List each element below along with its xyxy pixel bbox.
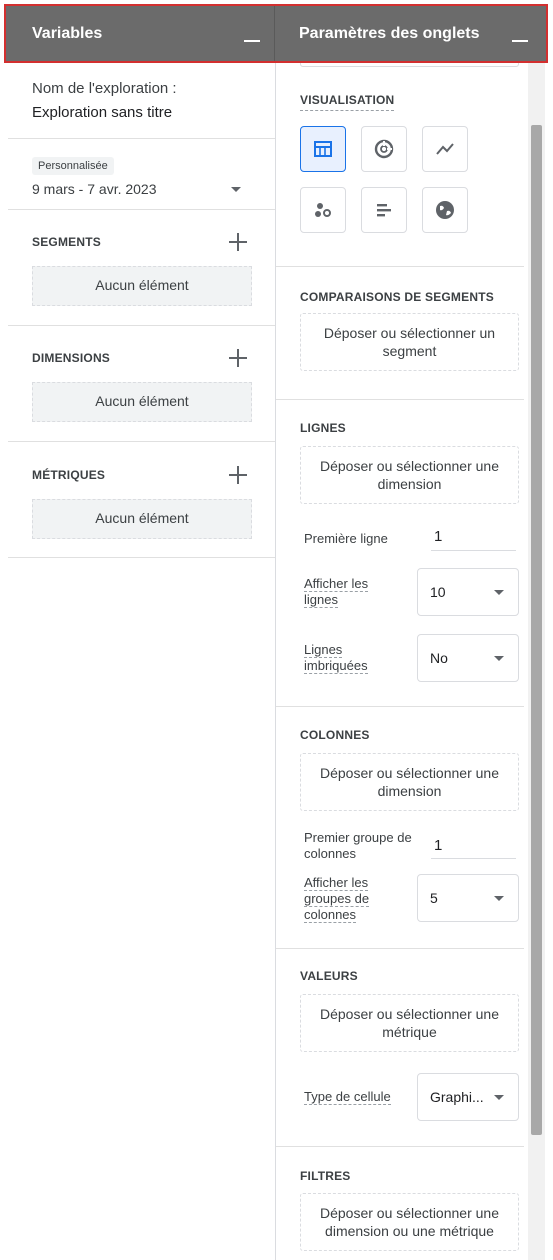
segment-comparisons-title: COMPARAISONS DE SEGMENTS [300,290,494,304]
visualization-section [276,63,524,267]
values-drop-zone[interactable]: Déposer ou sélectionner une métrique [300,994,519,1052]
show-col-groups-select[interactable] [417,874,519,922]
dimensions-empty-box[interactable]: Aucun élément [32,382,252,422]
add-metric-plus-icon[interactable] [229,466,247,484]
cell-type-label-text: Type de cellule [304,1089,391,1104]
filters-title: FILTRES [300,1169,351,1183]
chevron-down-icon [494,896,504,901]
table-icon [313,139,333,159]
metrics-title: MÉTRIQUES [32,468,106,482]
show-col-groups-label-text: Afficher les groupes de colonnes [304,875,370,922]
show-col-groups-value: 5 [430,890,438,906]
scatter-viz-button[interactable] [300,187,346,233]
show-rows-label-text: Afficher les lignes [304,576,369,607]
scrollbar-thumb[interactable] [531,125,542,1135]
variables-panel [8,63,276,1260]
first-col-group-input[interactable]: 1 [431,831,516,859]
minimize-icon[interactable] [244,40,260,42]
cell-type-select[interactable] [417,1073,519,1121]
date-range-section[interactable] [8,139,275,210]
line-viz-button[interactable] [422,126,468,172]
show-rows-label [304,576,384,608]
tab-settings-header [275,6,546,61]
first-col-group-label: Premier groupe de colonnes [304,830,412,861]
table-viz-button[interactable] [300,126,346,172]
add-segment-plus-icon[interactable] [229,233,247,251]
bar-viz-button[interactable] [361,187,407,233]
columns-drop-zone[interactable]: Déposer ou sélectionner une dimension [300,753,519,811]
values-title: VALEURS [300,969,358,983]
nested-rows-label-text: Lignes imbriquées [304,642,368,673]
cell-type-label [304,1089,391,1105]
line-chart-icon [434,138,456,160]
tab-settings-title: Paramètres des onglets [299,24,480,42]
filters-section [276,1147,524,1260]
geo-viz-button[interactable] [422,187,468,233]
nested-rows-value: No [430,650,448,666]
metrics-section [8,442,275,558]
segments-title: SEGMENTS [32,235,101,249]
chevron-down-icon [494,1095,504,1100]
dimensions-section [8,326,275,442]
segments-section [8,210,275,326]
date-range-value[interactable]: 9 mars - 7 avr. 2023 [32,181,157,197]
columns-section [276,707,524,949]
visualization-title: VISUALISATION [300,93,394,111]
exploration-name-input[interactable]: Exploration sans titre [32,104,173,121]
show-rows-value: 10 [430,584,446,600]
values-section [276,949,524,1147]
tab-settings-panel [276,63,528,1260]
columns-title: COLONNES [300,728,370,742]
scatter-plot-icon [312,199,334,221]
segments-empty-box[interactable]: Aucun élément [32,266,252,306]
segment-comparisons-section [276,267,524,400]
chevron-down-icon [494,590,504,595]
variables-title: Variables [32,24,103,42]
first-row-input[interactable]: 1 [431,523,516,551]
rows-title: LIGNES [300,421,346,435]
exploration-name-section [8,63,275,139]
exploration-name-label: Nom de l'exploration : [32,80,177,97]
date-preset-chip: Personnalisée [32,157,114,175]
show-rows-select[interactable] [417,568,519,616]
donut-chart-icon [373,138,395,160]
metrics-empty-box[interactable]: Aucun élément [32,499,252,539]
cell-type-value: Graphi... [430,1089,484,1105]
donut-viz-button[interactable] [361,126,407,172]
show-col-groups-label [304,875,384,923]
nested-rows-label [304,642,384,674]
variables-header [6,6,275,61]
rows-drop-zone[interactable]: Déposer ou sélectionner une dimension [300,446,519,504]
minimize-icon[interactable] [512,40,528,42]
add-dimension-plus-icon[interactable] [229,349,247,367]
first-row-label: Première ligne [304,531,388,546]
rows-section [276,400,524,707]
bar-chart-icon [373,199,395,221]
panel-header [4,4,548,63]
chevron-down-icon[interactable] [231,187,241,192]
globe-icon [434,199,456,221]
chevron-down-icon [494,656,504,661]
nested-rows-select[interactable] [417,634,519,682]
segment-drop-zone[interactable]: Déposer ou sélectionner un segment [300,313,519,371]
dimensions-title: DIMENSIONS [32,351,111,365]
filters-drop-zone[interactable]: Déposer ou sélectionner une dimension ou une métrique [300,1193,519,1251]
